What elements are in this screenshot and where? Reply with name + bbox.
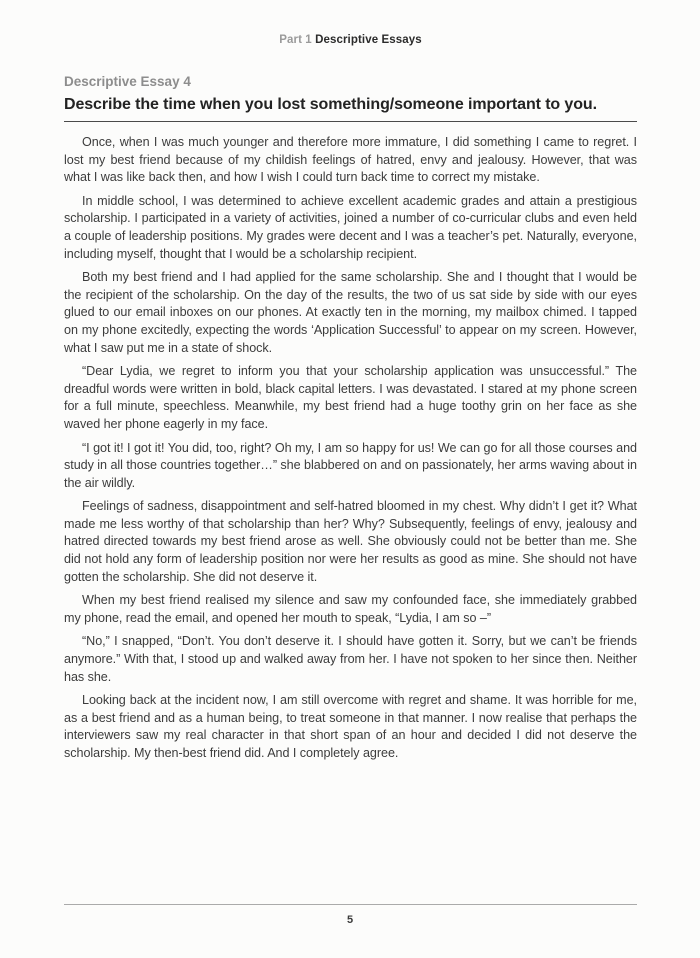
essay-paragraph: Feelings of sadness, disappointment and self-hatred bloomed in my chest. Why didn’t I get it? What made me less worthy of that scholarship than her? Why? Subsequently, feelings of envy, jealousy and hatred directed towards my best friend arose as well. She obviously could not be better than me. She did not hold any form of leadership position nor were her results as good as mine. She should not have gotten the scholarship. She did not deserve it. xyxy=(64,499,637,584)
page-content xyxy=(64,0,637,769)
essay-paragraph: Both my best friend and I had applied for the same scholarship. She and I thought that I would be the recipient of the scholarship. On the day of the results, the two of us sat side by side with our eyes glued to our email inboxes on our phones. At exactly ten in the morning, my mailbox chimed. I tapped on my phone excitedly, expecting the words ‘Application Successful’ to appear on my screen. However, what I saw put me in a state of shock. xyxy=(64,270,637,355)
essay-body xyxy=(64,134,637,763)
essay-paragraph: Once, when I was much younger and therefore more immature, I did something I came to regret. I lost my best friend because of my childish feelings of hatred, envy and jealousy. However, that was what I was like back then, and how I wish I could turn back time to correct my mistake. xyxy=(64,135,637,185)
running-head xyxy=(64,34,637,46)
footer-rule xyxy=(64,904,637,905)
part-title: Descriptive Essays xyxy=(315,34,422,46)
essay-paragraph: “I got it! I got it! You did, too, right? Oh my, I am so happy for us! We can go for all those courses and study in all those countries together…” she blabbered on and on passionately, her arms waving about in the air wildly. xyxy=(64,440,637,490)
essay-paragraph: “Dear Lydia, we regret to inform you that your scholarship application was unsuccessful.” The dreadful words were written in bold, black capital letters. I was devastated. I stared at my phone screen for a full minute, speechless. Meanwhile, my best friend had a huge toothy grin on her face as she waved her phone eagerly in my face. xyxy=(64,364,637,431)
essay-paragraph: Looking back at the incident now, I am still overcome with regret and shame. It was horrible for me, as a best friend and as a human being, to treat someone in that manner. I now realise that perhaps the interviewers saw my real character in that short span of an hour and decided I did not deserve the scholarship. My then-best friend did. And I completely agree. xyxy=(64,693,637,760)
essay-label: Descriptive Essay 4 xyxy=(64,74,191,89)
essay-title: Describe the time when you lost something/someone important to you. xyxy=(64,96,637,122)
part-label: Part 1 xyxy=(279,34,312,46)
page-number: 5 xyxy=(346,914,354,926)
essay-paragraph: In middle school, I was determined to achieve excellent academic grades and attain a prestigious scholarship. I participated in a variety of activities, joined a number of co-curricular clubs and even held a couple of leadership positions. My grades were decent and I was a teacher’s pet. Naturally, everyone, including myself, thought that I would be a scholarship recipient. xyxy=(64,193,637,261)
essay-paragraph: When my best friend realised my silence and saw my confounded face, she immediately grabbed my phone, read the email, and opened her mouth to speak, “Lydia, I am so –” xyxy=(64,593,637,625)
essay-paragraph: “No,” I snapped, “Don’t. You don’t deserve it. I should have gotten it. Sorry, but we can’t be friends anymore.” With that, I stood up and walked away from her. I have not spoken to her since then. Neither has she. xyxy=(64,634,637,684)
